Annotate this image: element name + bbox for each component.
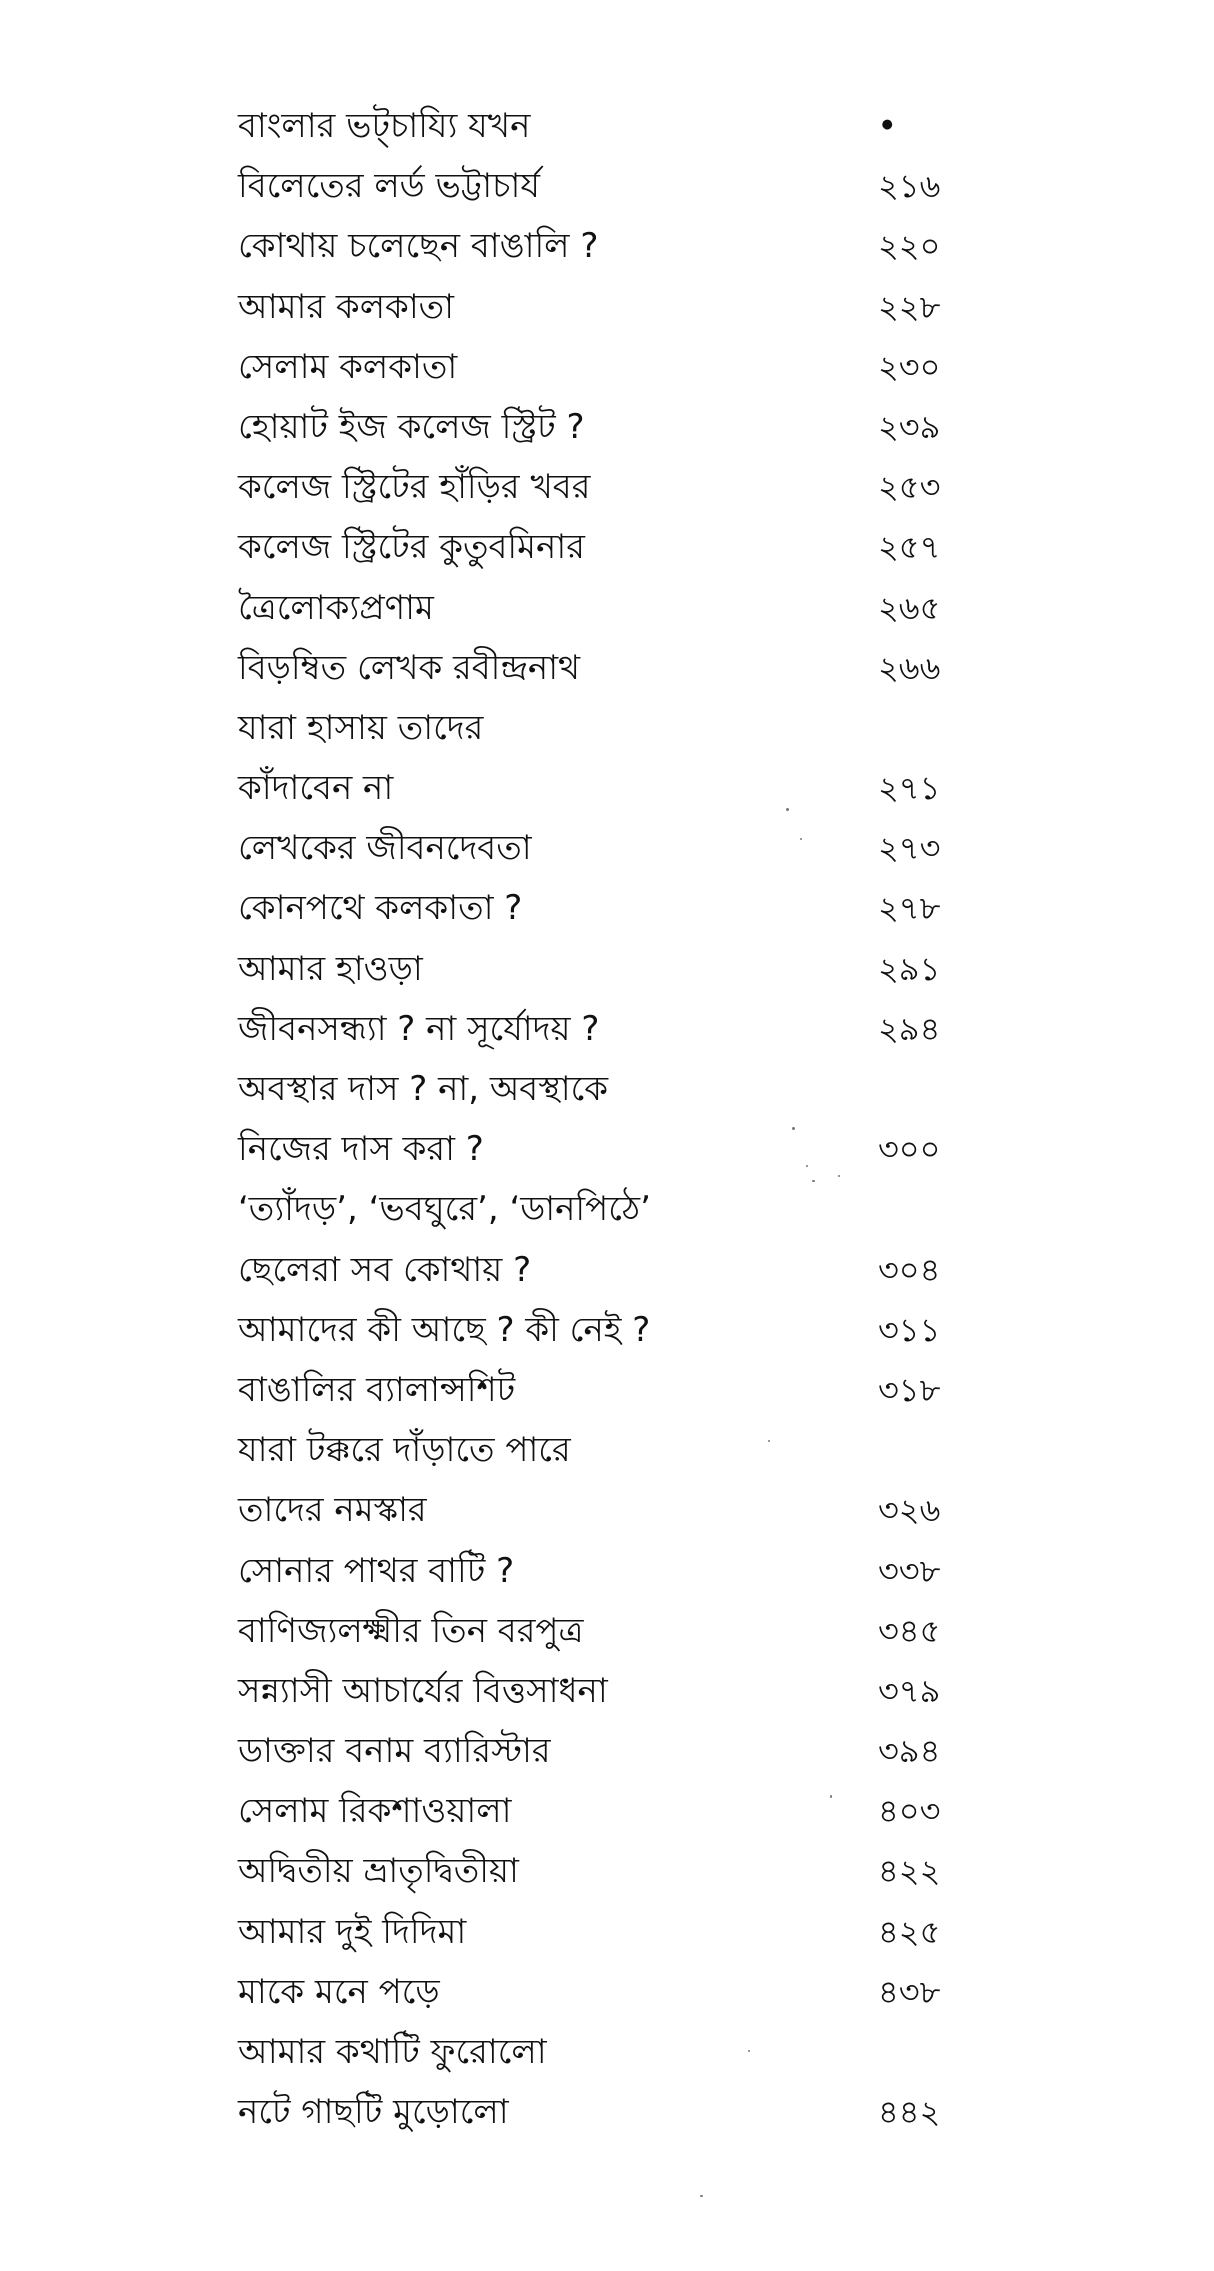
toc-entry-title: নটে গাছটি মুড়োলো — [238, 2092, 509, 2133]
toc-entry-title: অদ্বিতীয় ভ্রাতৃদ্বিতীয়া — [238, 1851, 519, 1892]
toc-entry-title: ‘ত্যাঁদড়’, ‘ভবঘুরে’, ‘ডানপিঠে’ — [238, 1189, 651, 1230]
toc-entry — [238, 337, 958, 397]
toc-entry-page-number: ২৭৩ — [878, 829, 941, 868]
toc-entry — [238, 2022, 958, 2082]
toc-entry-page-number: ৩০৪ — [878, 1250, 941, 1289]
toc-entry-title: হোয়াট ইজ কলেজ স্ট্রিট ? — [238, 406, 585, 447]
toc-entry-page-number: ২৩০ — [878, 347, 941, 386]
toc-entry-title: ডাক্তার বনাম ব্যারিস্টার — [238, 1731, 551, 1772]
toc-entry-title: আমার দুই দিদিমা — [238, 1911, 467, 1952]
toc-entry — [238, 96, 958, 156]
toc-entry — [238, 1360, 958, 1420]
toc-entry-title: বাণিজ্যলক্ষ্মীর তিন বরপুত্র — [238, 1610, 584, 1651]
toc-entry-page-number: ৩৭৯ — [878, 1671, 941, 1710]
toc-entry — [238, 1541, 958, 1601]
toc-entry-page-number: ৩৪৫ — [878, 1611, 941, 1650]
toc-entry-title: কোথায় চলেছেন বাঙালি ? — [238, 226, 599, 267]
toc-entry-title: আমার হাওড়া — [238, 948, 423, 989]
toc-entry-page-number: ৪৩৮ — [878, 1972, 941, 2011]
toc-entry-page-number: ৪৪২ — [878, 2093, 941, 2132]
toc-entry — [238, 818, 958, 878]
toc-entry-page-number: ২১৬ — [878, 167, 941, 206]
scan-speck — [700, 2195, 703, 2197]
toc-entry-page-number: ৪০৩ — [878, 1792, 941, 1831]
toc-entry-title: কলেজ স্ট্রিটের হাঁড়ির খবর — [238, 467, 591, 508]
toc-entry-title: আমার কলকাতা — [238, 286, 455, 327]
scan-speck — [838, 1175, 840, 1177]
toc-entry — [238, 1300, 958, 1360]
scan-speck — [792, 1127, 795, 1130]
toc-entry — [238, 1179, 958, 1239]
toc-entry-page-number: ২৬৬ — [878, 648, 941, 687]
toc-entry-page-number: ২৯৪ — [878, 1009, 941, 1048]
toc-entry-page-number: ৩১৮ — [878, 1370, 941, 1409]
toc-entry — [238, 1841, 958, 1901]
toc-entry-title: আমার কথাটি ফুরোলো — [238, 2032, 547, 2072]
toc-entry-title: ত্রৈলোক্যপ্রণাম — [238, 587, 434, 628]
toc-entry — [238, 1781, 958, 1841]
toc-entry — [238, 939, 958, 999]
toc-entry-title: কলেজ স্ট্রিটের কুতুবমিনার — [238, 527, 585, 568]
scan-speck — [830, 1795, 832, 1798]
toc-entry-title: বাংলার ভট্চায্যি যখন — [238, 106, 531, 146]
toc-entry-page-number: ২৯১ — [878, 949, 941, 988]
scan-speck — [768, 1440, 770, 1442]
toc-entry-title: ছেলেরা সব কোথায় ? — [238, 1249, 532, 1290]
toc-entry-title: তাদের নমস্কার — [238, 1490, 427, 1531]
toc-entry — [238, 2082, 958, 2142]
toc-entry — [238, 216, 958, 276]
toc-entry-title: জীবনসন্ধ্যা ? না সূর্যোদয় ? — [238, 1008, 600, 1049]
toc-entry-title: বিলেতের লর্ড ভট্টাচার্য — [238, 166, 540, 207]
toc-entry — [238, 1661, 958, 1721]
toc-entry-page-number: ২২০ — [878, 227, 941, 266]
toc-entry-page-number: ৩২৬ — [878, 1491, 941, 1530]
toc-entry-title: কোনপথে কলকাতা ? — [238, 888, 523, 929]
toc-entry-page-number: ৩৩৮ — [878, 1551, 941, 1590]
toc-entry-title: বাঙালির ব্যালান্সশিট — [238, 1369, 516, 1410]
toc-entry-page-number: ৩১১ — [878, 1310, 941, 1349]
toc-entry-page-number: ২২৮ — [878, 287, 941, 326]
toc-entry-page-number: ২৫৩ — [878, 468, 941, 507]
toc-entry — [238, 1962, 958, 2022]
toc-entry-title: কাঁদাবেন না — [238, 768, 394, 809]
toc-entry-title: নিজের দাস করা ? — [238, 1129, 484, 1170]
toc-entry — [238, 517, 958, 577]
toc-entry-title: মাকে মনে পড়ে — [238, 1971, 440, 2012]
toc-entry — [238, 1480, 958, 1540]
toc-entry-page-number: ৪২২ — [878, 1852, 941, 1891]
toc-entry-title: যারা হাসায় তাদের — [238, 707, 484, 748]
toc-entry-page-number: ৩৯৪ — [878, 1732, 941, 1771]
toc-entry — [238, 1119, 958, 1179]
toc-entry — [238, 1240, 958, 1300]
toc-entry — [238, 1059, 958, 1119]
toc-entry — [238, 999, 958, 1059]
toc-entry — [238, 156, 958, 216]
toc-entry — [238, 1902, 958, 1962]
toc-entry-page-number: ২৫৭ — [878, 528, 941, 567]
toc-entry-page-number: ৩০০ — [878, 1130, 941, 1169]
toc-entry — [238, 1601, 958, 1661]
toc-entry-page-number: ২৭১ — [878, 769, 941, 808]
toc-entry-page-number: ২৭৮ — [878, 889, 941, 928]
scan-speck — [812, 1180, 815, 1182]
scan-speck — [786, 808, 789, 811]
toc-entry — [238, 277, 958, 337]
toc-entry — [238, 758, 958, 818]
toc-entry — [238, 1420, 958, 1480]
toc-entry-page-number: ২৩৯ — [878, 407, 941, 446]
scan-speck — [748, 2050, 750, 2052]
toc-entry-title: বিড়ম্বিত লেখক রবীন্দ্রনাথ — [238, 647, 581, 688]
toc-entry — [238, 1721, 958, 1781]
toc-entry-title: লেখকের জীবনদেবতা — [238, 828, 532, 869]
scan-speck — [806, 1165, 808, 1167]
toc-entry — [238, 457, 958, 517]
toc-entry-title: সন্ন্যাসী আচার্যের বিত্তসাধনা — [238, 1670, 608, 1711]
toc-entry-page-number: • — [870, 103, 906, 149]
toc-entry — [238, 698, 958, 758]
toc-entry-title: সোনার পাথর বাটি ? — [238, 1550, 515, 1591]
toc-entry-title: সেলাম কলকাতা — [238, 346, 458, 387]
scan-speck — [800, 838, 802, 840]
toc-entry-page-number: ৪২৫ — [878, 1912, 941, 1951]
toc-entry — [238, 578, 958, 638]
toc-entry — [238, 638, 958, 698]
toc-entry-page-number: ২৬৫ — [878, 588, 941, 627]
toc-entry-title: যারা টক্করে দাঁড়াতে পারে — [238, 1430, 571, 1471]
table-of-contents — [238, 96, 958, 2142]
toc-entry — [238, 397, 958, 457]
toc-entry — [238, 878, 958, 938]
toc-entry-title: অবস্থার দাস ? না, অবস্থাকে — [238, 1069, 609, 1109]
toc-entry-title: আমাদের কী আছে ? কী নেই ? — [238, 1309, 651, 1350]
toc-entry-title: সেলাম রিকশাওয়ালা — [238, 1791, 512, 1832]
